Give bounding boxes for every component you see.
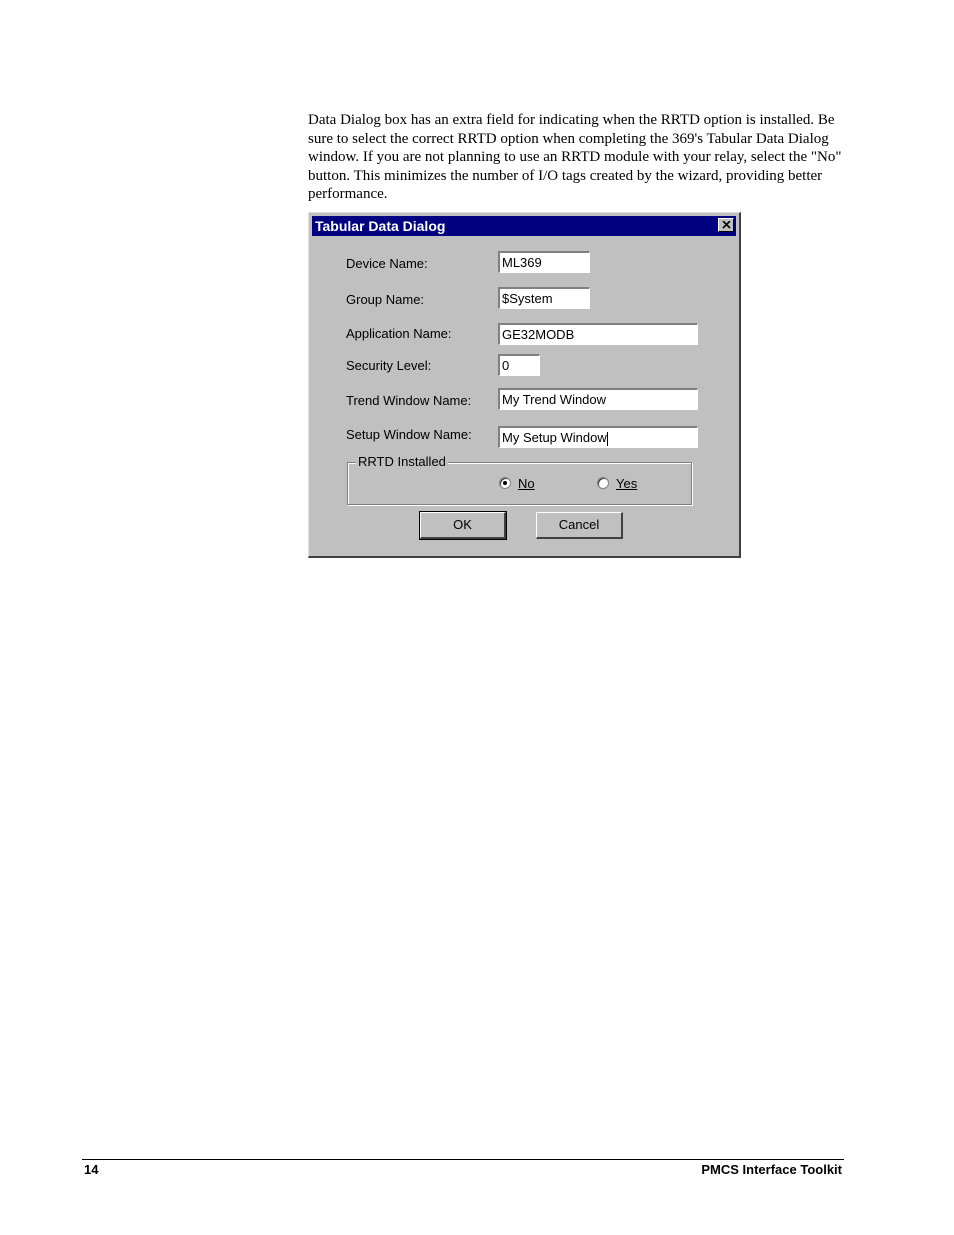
ok-button[interactable]: OK (420, 512, 506, 539)
page-number: 14 (84, 1162, 99, 1177)
cancel-button[interactable]: Cancel (536, 512, 623, 539)
rrtd-no-label: No (518, 476, 535, 491)
device-name-value: ML369 (502, 255, 542, 270)
rrtd-yes-label: Yes (616, 476, 638, 491)
group-name-input[interactable] (498, 287, 590, 309)
application-name-value: GE32MODB (502, 327, 575, 342)
text-cursor (607, 432, 608, 446)
trend-window-name-label: Trend Window Name: (346, 393, 472, 408)
dialog-titlebar[interactable] (312, 216, 736, 236)
application-name-label: Application Name: (346, 326, 452, 341)
group-name-value: $System (502, 291, 553, 306)
security-level-value: 0 (502, 358, 510, 373)
dialog-title: Tabular Data Dialog (315, 218, 446, 234)
footer-divider (82, 1159, 844, 1160)
radio-selected-icon (499, 477, 511, 489)
security-level-label: Security Level: (346, 358, 432, 373)
setup-window-name-label: Setup Window Name: (346, 427, 472, 442)
intro-paragraph: Data Dialog box has an extra field for indicating when the RRTD option is installed. Be sure to select the correct RRTD option when completing the 369's Tabular Data Dialog window. If you are not planning to use an RRTD module with your relay, select the "No" button. This minimizes the number of I/O tags created by the wizard, providing better performance. (308, 112, 842, 203)
group-name-label: Group Name: (346, 292, 425, 307)
trend-window-name-input[interactable] (498, 388, 698, 410)
rrtd-group-title: RRTD Installed (358, 454, 446, 469)
trend-window-name-value: My Trend Window (502, 392, 607, 407)
security-level-input[interactable] (498, 354, 540, 376)
device-name-label: Device Name: (346, 256, 428, 271)
document-title: PMCS Interface Toolkit (701, 1162, 842, 1177)
device-name-input[interactable] (498, 251, 590, 273)
radio-unselected-icon (597, 477, 609, 489)
tabular-data-dialog (308, 212, 741, 558)
close-icon (722, 221, 731, 229)
rrtd-installed-group (347, 454, 692, 505)
close-button[interactable] (718, 218, 734, 232)
application-name-input[interactable] (498, 323, 698, 345)
setup-window-name-input[interactable] (498, 426, 698, 448)
setup-window-name-value: My Setup Window (502, 430, 607, 445)
